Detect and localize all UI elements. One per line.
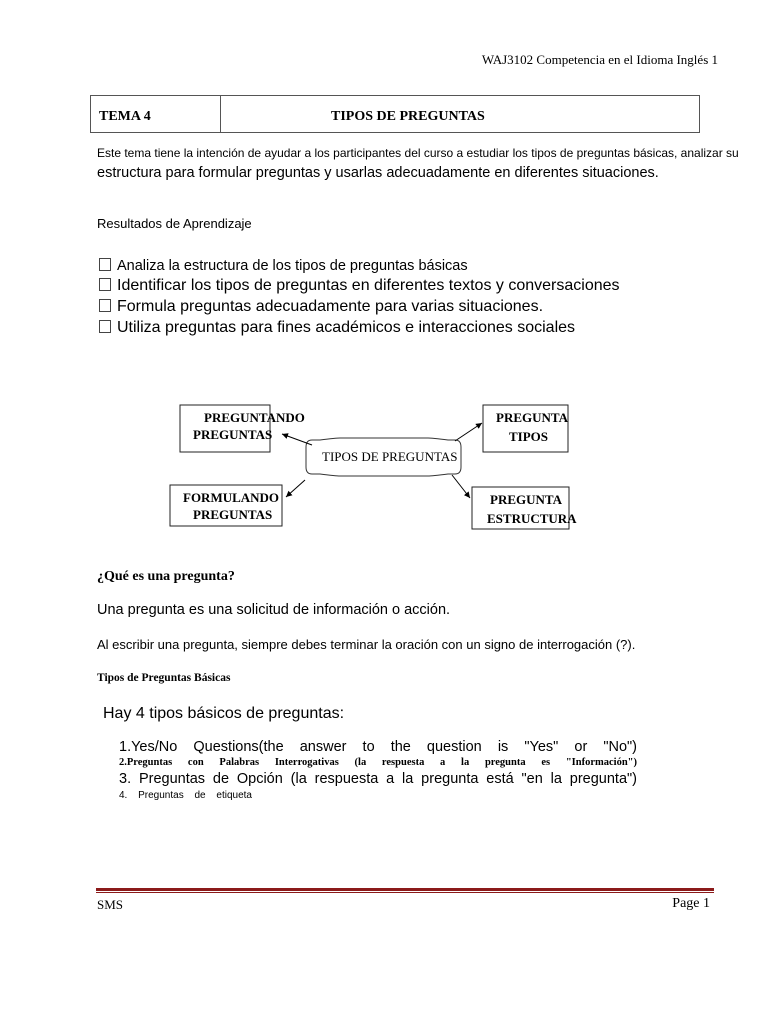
diagram-arrow-bottom-left — [286, 480, 305, 497]
outcome-text: Analiza la estructura de los tipos de preguntas básicas — [117, 258, 468, 274]
outcome-text: Formula preguntas adecuadamente para varias situaciones. — [117, 298, 544, 315]
types-intro: Hay 4 tipos básicos de preguntas: — [103, 705, 345, 722]
question-type-item: 4. Preguntas de etiqueta — [119, 790, 252, 801]
section-title: ¿Qué es una pregunta? — [97, 569, 235, 584]
question-type-item: 1.Yes/No Questions(the answer to the question is "Yes" or "No") — [119, 739, 637, 755]
question-definition: Una pregunta es una solicitud de información o acción. — [97, 602, 451, 618]
page-number: Page 1 — [672, 896, 710, 911]
question-type-item: 3. Preguntas de Opción (la respuesta a la pregunta está "en la pregunta") — [119, 771, 637, 787]
topic-title: TIPOS DE PREGUNTAS — [331, 109, 485, 124]
diagram-top-left-line-2: PREGUNTAS — [193, 427, 273, 442]
question-type-item: 2.Preguntas con Palabras Interrogativas (la respuesta a la pregunta es "Información") — [119, 757, 637, 768]
footer-rule — [96, 888, 714, 891]
diagram-top-left-line-1: PREGUNTANDO — [204, 410, 305, 425]
learning-outcomes-heading: Resultados de Aprendizaje — [97, 216, 252, 231]
running-header: WAJ3102 Competencia en el Idioma Inglés 1 — [481, 52, 718, 67]
diagram-top-right-line-2: TIPOS — [509, 429, 549, 444]
diagram-arrow-top-right — [455, 423, 482, 441]
topic-number: TEMA 4 — [91, 96, 221, 132]
outcome-text: Identificar los tipos de preguntas en diferentes textos y conversaciones — [117, 277, 620, 294]
outcome-text: Utiliza preguntas para fines académicos e interacciones sociales — [117, 319, 576, 336]
diagram-center-label: TIPOS DE PREGUNTAS — [322, 449, 458, 464]
footer-rule — [96, 892, 714, 893]
types-subheading: Tipos de Preguntas Básicas — [97, 672, 231, 684]
diagram-arrow-bottom-right — [452, 475, 470, 498]
diagram-arrow-top-left — [282, 434, 312, 445]
intro-line-2: estructura para formular preguntas y usarlas adecuadamente en diferentes situaciones. — [97, 165, 659, 181]
diagram-bottom-left-line-2: PREGUNTAS — [193, 507, 273, 522]
intro-line-1: Este tema tiene la intención de ayudar a los participantes del curso a estudiar los tipos de preguntas básicas, analizar su — [97, 146, 739, 160]
diagram-bottom-right-line-1: PREGUNTA — [490, 492, 562, 507]
diagram-bottom-right-line-2: ESTRUCTURA — [487, 511, 577, 526]
footer-left-text: SMS — [97, 897, 124, 912]
question-note: Al escribir una pregunta, siempre debes terminar la oración con un signo de interrogación (?). — [97, 637, 636, 652]
diagram-top-right-line-1: PREGUNTA — [496, 410, 568, 425]
diagram-bottom-left-line-1: FORMULANDO — [183, 490, 280, 505]
